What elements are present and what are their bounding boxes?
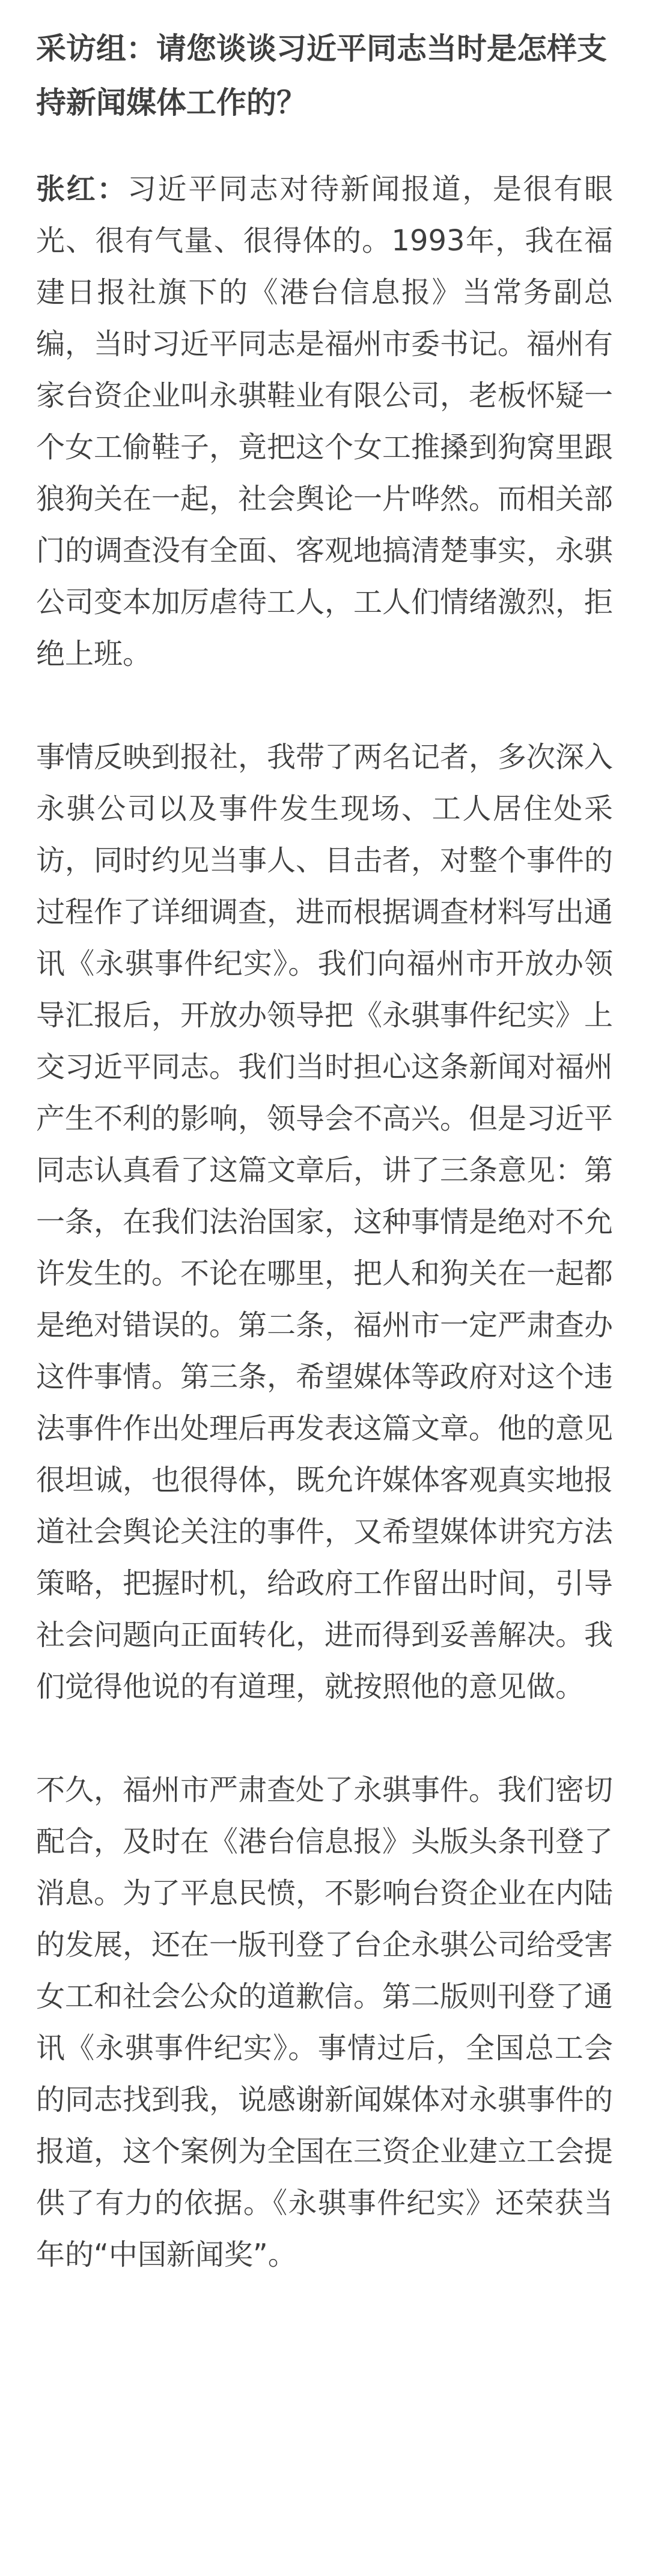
answer-paragraph-3: 不久，福州市严肃查处了永骐事件。我们密切配合，及时在《港台信息报》头版头条刊登了消息。为了平息民愤，不影响台资企业在内陆的发展，还在一版刊登了台企永骐公司给受害女工和社会公众的道歉信。第二版则刊登了通讯《永骐事件纪实》。事情过后，全国总工会的同志找到我，说感谢新闻媒体对永骐事件的报道，这个案例为全国在三资企业建立工会提供了有力的依据。《永骐事件纪实》还荣获当年的“中国新闻奖”。 bbox=[36, 1773, 614, 2272]
answer-paragraph-2: 事情反映到报社，我带了两名记者，多次深入永骐公司以及事件发生现场、工人居住处采访，同时约见当事人、目击者，对整个事件的过程作了详细调查，进而根据调查材料写出通讯《永骐事件纪实》。我们向福州市开放办领导汇报后，开放办领导把《永骐事件纪实》上交习近平同志。我们当时担心这条新闻对福州产生不利的影响，领导会不高兴。但是习近平同志认真看了这篇文章后，讲了三条意见：第一条，在我们法治国家，这种事情是绝对不允许发生的。不论在哪里，把人和狗关在一起都是绝对错误的。第二条，福州市一定严肃查办这件事情。第三条，希望媒体等政府对这个违法事件作出处理后再发表这篇文章。他的意见很坦诚，也很得体，既允许媒体客观真实地报道社会舆论关注的事件，又希望媒体讲究方法策略，把握时机，给政府工作留出时间，引导社会问题向正面转化，进而得到妥善解决。我们觉得他说的有道理，就按照他的意见做。 bbox=[36, 740, 614, 1704]
article-body bbox=[36, 22, 613, 2332]
question-text: 请您谈谈习近平同志当时是怎样支持新闻媒体工作的？ bbox=[36, 31, 607, 120]
answer-speaker: 张红： bbox=[36, 172, 127, 206]
interview-question bbox=[36, 22, 613, 130]
question-speaker: 采访组： bbox=[36, 31, 156, 66]
answer-paragraph-1-text: 习近平同志对待新闻报道，是很有眼光、很有气量、很得体的。1993年，我在福建日报社旗下的《港台信息报》当常务副总编，当时习近平同志是福州市委书记。福州有家台资企业叫永骐鞋业有限公司，老板怀疑一个女工偷鞋子，竟把这个女工推搡到狗窝里跟狼狗关在一起，社会舆论一片哗然。而相关部门的调查没有全面、客观地搞清楚事实，永骐公司变本加厉虐待工人，工人们情绪激烈，拒绝上班。 bbox=[36, 172, 614, 671]
answer-paragraph-1 bbox=[36, 163, 613, 680]
